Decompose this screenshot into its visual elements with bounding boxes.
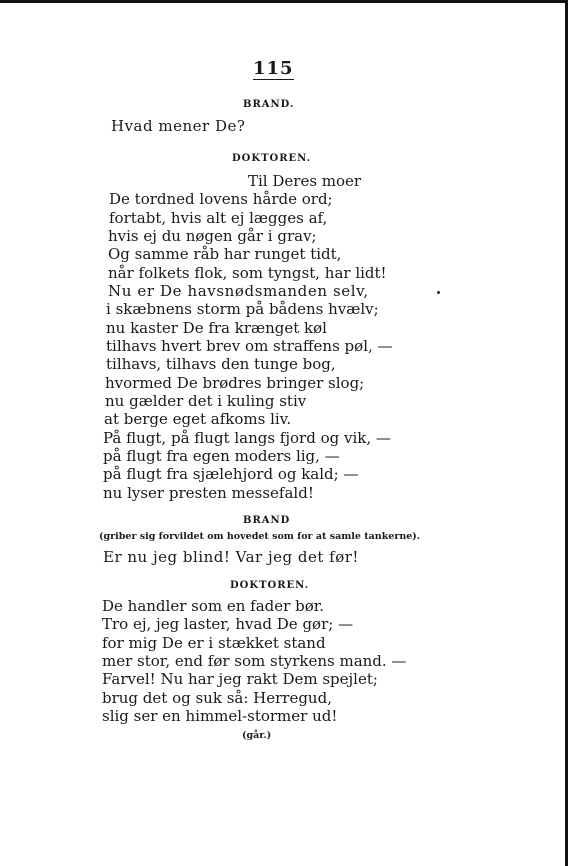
verse-line: tilhavs hvert brev om straffens pøl, — <box>106 337 393 355</box>
verse-line: De tordned lovens hårde ord; <box>109 190 333 208</box>
speaker-label: DOKTOREN. <box>230 580 310 591</box>
speaker-label: BRAND <box>243 515 291 526</box>
verse-line: for mig De er i stækket stand <box>102 634 326 652</box>
exit-direction: (går.) <box>242 730 272 741</box>
verse-line: Og samme råb har runget tidt, <box>108 245 342 263</box>
speaker-label: BRAND. <box>243 99 295 110</box>
verse-line: at berge eget afkoms liv. <box>104 410 292 428</box>
verse-line: Er nu jeg blind! Var jeg det før! <box>103 548 359 566</box>
verse-line: Farvel! Nu har jeg rakt Dem spejlet; <box>102 670 378 688</box>
verse-line: slig ser en himmel-stormer ud! <box>102 707 338 725</box>
page-frame-top <box>0 0 568 3</box>
verse-line: hvormed De brødres bringer slog; <box>105 374 365 392</box>
speaker-label: DOKTOREN. <box>232 153 312 164</box>
verse-line: Nu er De havsnødsmanden selv, <box>108 282 369 300</box>
verse-line: mer stor, end før som styrkens mand. — <box>102 652 407 670</box>
verse-line: nu gælder det i kuling stiv <box>105 392 307 410</box>
verse-line: på flugt fra egen moders lig, — <box>103 447 340 465</box>
verse-line: Tro ej, jeg laster, hvad De gør; — <box>102 615 354 633</box>
verse-line: på flugt fra sjælehjord og kald; — <box>103 465 359 483</box>
stage-direction: (griber sig forvildet om hovedet som for at samle tankerne). <box>99 531 421 542</box>
verse-line: De handler som en fader bør. <box>102 597 325 615</box>
page-number: 115 <box>253 58 294 79</box>
verse-line: brug det og suk så: Herregud, <box>102 689 332 707</box>
verse-line: fortabt, hvis alt ej lægges af, <box>109 209 328 227</box>
verse-line: nu lyser presten messefald! <box>103 484 314 502</box>
verse-line: tilhavs, tilhavs den tunge bog, <box>106 355 336 373</box>
verse-line: hvis ej du nøgen går i grav; <box>108 227 317 245</box>
verse-line: Til Deres moer <box>248 172 362 190</box>
verse-line: i skæbnens storm på bådens hvælv; <box>106 300 379 318</box>
verse-line: Hvad mener De? <box>111 117 246 135</box>
verse-line: nu kaster De fra krænget køl <box>106 319 327 337</box>
verse-line: På flugt, på flugt langs fjord og vik, — <box>103 429 391 447</box>
ink-speck <box>437 291 440 294</box>
verse-line: når folkets flok, som tyngst, har lidt! <box>108 264 387 282</box>
